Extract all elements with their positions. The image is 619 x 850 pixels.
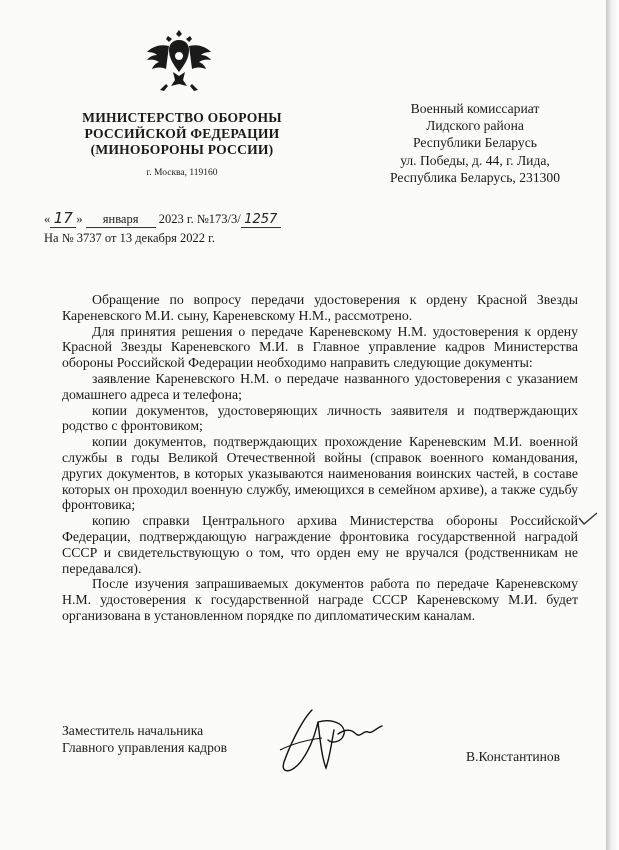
signatory-title — [62, 722, 227, 756]
reference-label: На № — [44, 231, 74, 245]
registration-date-line — [44, 209, 281, 228]
signatory-title-line: Главного управления кадров — [62, 740, 228, 755]
ministry-city: г. Москва, 119160 — [146, 168, 218, 178]
handwritten-signature — [272, 700, 392, 780]
signatory-title-line: Заместитель начальника — [62, 723, 204, 738]
paragraph: копию справки Центрального архива Министерства обороны Российской Федерации, подтверждающую награждение фронтовика государственной наградой СССР и свидетельствующую о том, что орден ему не вручался (родственникам не передавался). — [62, 513, 578, 576]
ministry-name-line: (МИНОБОРОНЫ РОССИИ) — [90, 142, 274, 157]
signatory-name: В.Константинов — [466, 749, 561, 764]
addressee-line: Лидского района — [426, 118, 524, 134]
ministry-name-line: РОССИЙСКОЙ ФЕДЕРАЦИИ — [84, 126, 280, 141]
number-label: № — [196, 212, 209, 226]
ministry-name-line: МИНИСТЕРСТВО ОБОРОНЫ — [82, 110, 282, 125]
double-headed-eagle-emblem — [146, 26, 212, 96]
quote-open: « — [44, 212, 51, 226]
addressee-line: Военный комиссариат — [410, 101, 540, 116]
reference-value: 3737 от 13 декабря 2022 г. — [76, 231, 215, 245]
document-number: 173/3/ — [208, 212, 241, 226]
paragraph: копии документов, удостоверяющих личность заявителя и подтверждающих родство с фронтовиком; — [62, 402, 578, 434]
paragraph: После изучения запрашиваемых документов работа по передаче Кареневскому Н.М. удостоверения к государственной награде СССР Кареневскому М.И. будет организована в установленном порядке по дипломатическим каналам. — [62, 576, 578, 623]
letter-body — [62, 292, 578, 624]
paragraph: Для принятия решения о передаче Кареневскому Н.М. удостоверения к ордену Красной Звезды Кареневского М.И. в Главное управление кадров Министерства обороны Российской Федерации необходимо направить следующие документы: — [62, 323, 578, 371]
date-month: января — [86, 212, 156, 228]
date-day-handwritten: 17 — [50, 209, 76, 228]
addressee-block — [370, 100, 580, 186]
reference-line — [44, 231, 215, 246]
paragraph: заявление Кареневского Н.М. о передаче названного удостоверения с указанием домашнего адреса и телефона; — [62, 370, 578, 402]
document-number-handwritten: 1257 — [241, 212, 281, 228]
addressee-line: ул. Победы, д. 44, г. Лида, — [400, 152, 550, 168]
paragraph: Обращение по вопросу передачи удостоверения к ордену Красной Звезды Кареневского М.И. сыну, Кареневскому Н.М., рассмотрено. — [62, 292, 578, 323]
ministry-name — [58, 110, 306, 158]
addressee-line: Республики Беларусь — [413, 135, 537, 151]
page-edge-shadow — [606, 0, 619, 850]
paragraph: копии документов, подтверждающих прохождение Кареневским М.И. военной службы в годы Великой Отечественной войны (справок военного командования, других документов, в которых указываются наименования воинских частей, в составе которых он проходил военную службу, имеющихся в семейном архиве), а также судьбу фронтовика; — [62, 434, 578, 513]
quote-close: » — [76, 212, 83, 226]
handwritten-checkmark — [578, 512, 598, 526]
addressee-line: Республика Беларусь, 231300 — [389, 169, 561, 185]
date-year: 2023 г. — [158, 212, 194, 226]
